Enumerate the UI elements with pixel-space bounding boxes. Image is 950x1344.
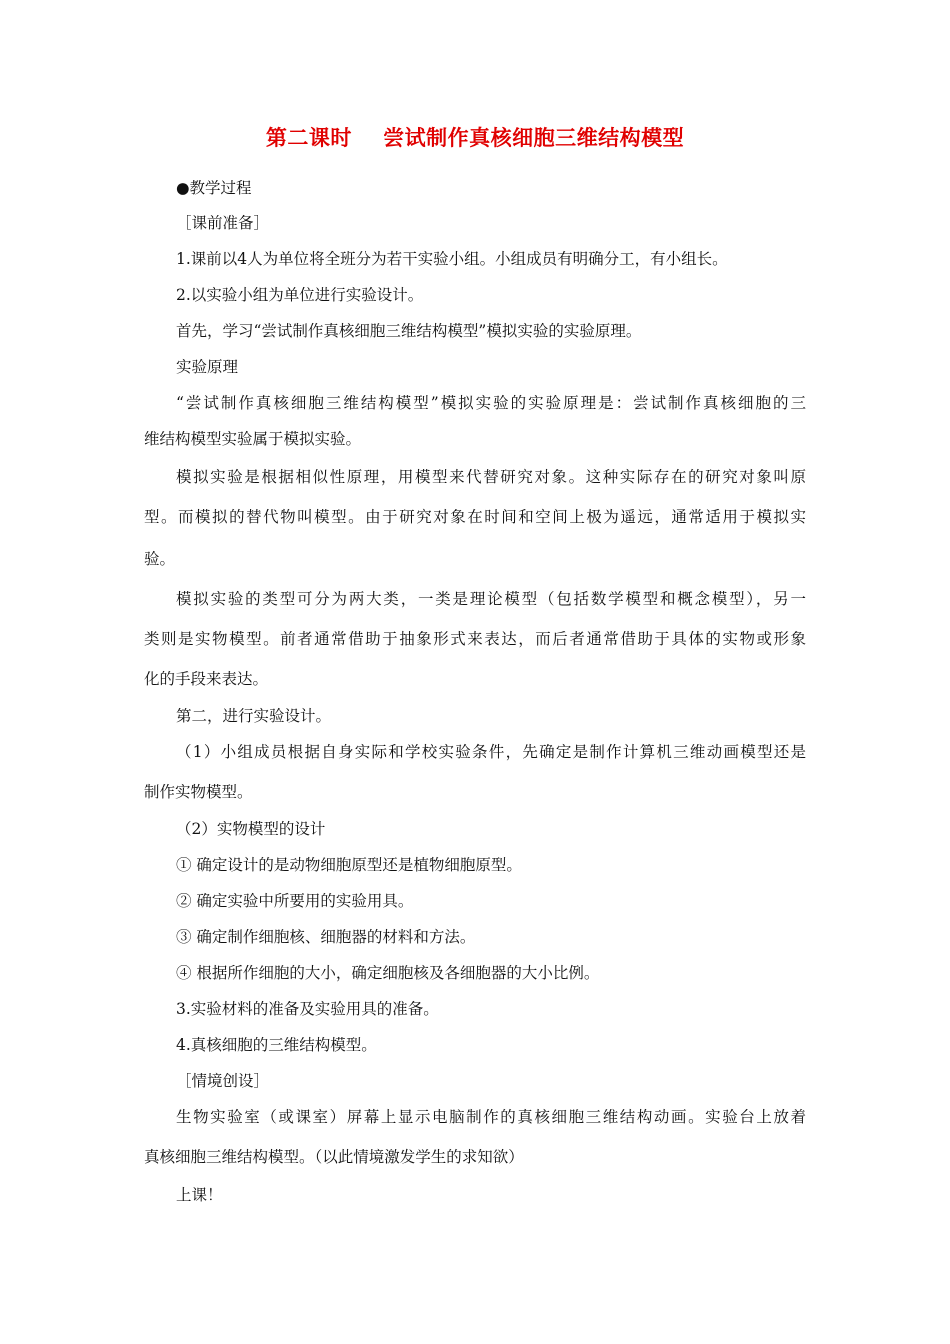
list-item: ④ 根据所作细胞的大小，确定细胞核及各细胞器的大小比例。 xyxy=(176,964,600,982)
paragraph-line: 真核细胞三维结构模型。（以此情境激发学生的求知欲） xyxy=(144,1148,524,1166)
paragraph-line: 2.以实验小组为单位进行实验设计。 xyxy=(176,286,424,304)
section-heading-preparation: ［课前准备］ xyxy=(176,214,270,232)
paragraph-line: 生物实验室（或课室）屏幕上显示电脑制作的真核细胞三维结构动画。实验台上放着 xyxy=(176,1108,806,1126)
paragraph-line: 4.真核细胞的三维结构模型。 xyxy=(176,1036,377,1054)
paragraph-line: （1）小组成员根据自身实际和学校实验条件，先确定是制作计算机三维动画模型还是 xyxy=(176,743,806,761)
paragraph-line: 模拟实验是根据相似性原理，用模型来代替研究对象。这种实际存在的研究对象叫原 xyxy=(176,468,806,486)
paragraph-line: 模拟实验的类型可分为两大类，一类是理论模型（包括数学模型和概念模型），另一 xyxy=(176,590,806,608)
subheading-principle: 实验原理 xyxy=(176,358,239,376)
paragraph-line: （2）实物模型的设计 xyxy=(176,820,326,838)
paragraph-line: 第二，进行实验设计。 xyxy=(176,707,332,725)
paragraph-line: 上课！ xyxy=(176,1186,223,1204)
paragraph-line: 类则是实物模型。前者通常借助于抽象形式来表达，而后者通常借助于具体的实物或形象 xyxy=(144,630,806,648)
paragraph-line: 化的手段来表达。 xyxy=(144,670,269,688)
list-item: ① 确定设计的是动物细胞原型还是植物细胞原型。 xyxy=(176,856,522,874)
paragraph-line: “尝试制作真核细胞三维结构模型”模拟实验的实验原理是：尝试制作真核细胞的三 xyxy=(176,394,806,412)
paragraph-line: 验。 xyxy=(144,550,176,568)
paragraph-line: 维结构模型实验属于模拟实验。 xyxy=(144,430,362,448)
paragraph-line: 3.实验材料的准备及实验用具的准备。 xyxy=(176,1000,439,1018)
paragraph-line: 型。而模拟的替代物叫模型。由于研究对象在时间和空间上极为遥远，通常适用于模拟实 xyxy=(144,508,806,526)
list-item: ③ 确定制作细胞核、细胞器的材料和方法。 xyxy=(176,928,476,946)
section-heading-teaching-process: ●教学过程 xyxy=(176,179,252,197)
section-heading-scenario: ［情境创设］ xyxy=(176,1072,270,1090)
page-title: 第二课时 尝试制作真核细胞三维结构模型 xyxy=(265,126,685,150)
paragraph-line: 首先，学习“尝试制作真核细胞三维结构模型”模拟实验的实验原理。 xyxy=(176,322,642,340)
paragraph-line: 1.课前以4人为单位将全班分为若干实验小组。小组成员有明确分工，有小组长。 xyxy=(176,250,728,268)
list-item: ② 确定实验中所要用的实验用具。 xyxy=(176,892,414,910)
paragraph-line: 制作实物模型。 xyxy=(144,783,253,801)
